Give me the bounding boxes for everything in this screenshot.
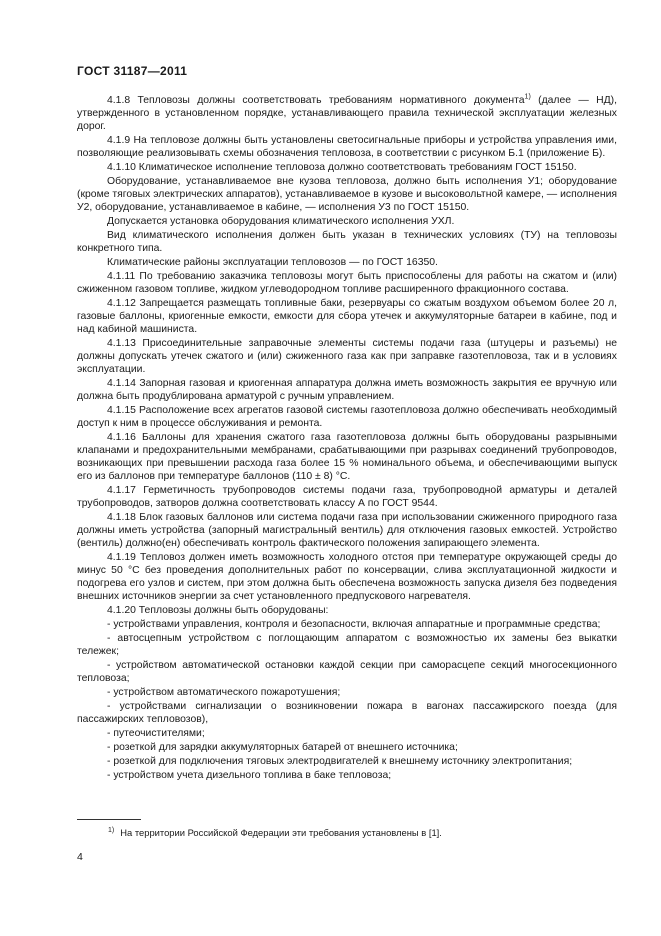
list-item <box>77 769 617 782</box>
paragraph-text: 4.1.18 Блок газовых баллонов или система подачи газа при использовании сжиженного природного газа должны иметь устройства (запорный магистральный вентиль) для отключения газовых емкостей. Устройство (вентиль) должно(ен) обеспечивать контроль фактического положения запирающего элемента. <box>77 512 617 549</box>
paragraph-text: 4.1.13 Присоединительные заправочные элементы системы подачи газа (штуцеры и разъемы) не должны допускать утечек сжатого и (или) сжиженного газа как при заправке газотепловоза, так и в условиях эксплуатации. <box>77 338 617 375</box>
paragraph <box>77 604 617 617</box>
paragraph-text-tail: (далее — НД), утвержденного в установленном порядке, устанавливающего правила технической эксплуатации железных дорог. <box>77 95 617 132</box>
paragraph-text: - автосцепным устройством с поглощающим аппаратом с возможностью их замены без выкатки тележек; <box>77 633 617 657</box>
paragraph-text: 4.1.9 На тепловозе должны быть установлены светосигнальные приборы и устройства управления ими, позволяющие реализовывать схемы обозначения тепловоза, в соответствии с рисунком Б.1 (приложение Б). <box>77 135 617 159</box>
paragraph-text: Вид климатического исполнения должен быть указан в технических условиях (ТУ) на тепловозы конкретного типа. <box>77 230 617 254</box>
paragraph <box>77 337 617 376</box>
paragraph-text: 4.1.8 Тепловозы должны соответствовать требованиям нормативного документа <box>107 95 525 106</box>
footnote-reference: 1) <box>524 93 531 101</box>
list-item <box>77 700 617 726</box>
list-item <box>77 632 617 658</box>
paragraph <box>77 175 617 214</box>
list-item <box>77 618 617 631</box>
list-item <box>77 741 617 754</box>
paragraph <box>77 484 617 510</box>
footnote <box>108 827 442 838</box>
page-number: 4 <box>77 851 83 863</box>
standard-header: ГОСТ 31187—2011 <box>77 64 188 78</box>
paragraph <box>77 94 617 133</box>
paragraph-text: 4.1.10 Климатическое исполнение тепловоза должно соответствовать требованиям ГОСТ 15150. <box>107 162 577 173</box>
paragraph <box>77 551 617 603</box>
paragraph <box>77 377 617 403</box>
paragraph-text: - устройством автоматической остановки каждой секции при саморасцепе секций многосекционного тепловоза; <box>77 660 617 684</box>
footnote-text: На территории Российской Федерации эти требования установлены в [1]. <box>120 827 442 839</box>
paragraph <box>77 161 617 174</box>
paragraph <box>77 270 617 296</box>
paragraph-text: - устройством учета дизельного топлива в баке тепловоза; <box>107 770 392 781</box>
paragraph-text: - путеочистителями; <box>107 728 205 739</box>
paragraph-text: - розеткой для зарядки аккумуляторных батарей от внешнего источника; <box>107 742 458 753</box>
paragraph <box>77 134 617 160</box>
paragraph <box>77 511 617 550</box>
document-body <box>77 94 617 783</box>
list-item <box>77 755 617 768</box>
footnote-mark: 1) <box>108 827 115 834</box>
paragraph-text: Оборудование, устанавливаемое вне кузова тепловоза, должно быть исполнения У1; оборудование (кроме тяговых электрических аппаратов), устанавливаемое в кузове и высоковольтной камере, — исполнения У2, оборудование, устанавливаемое в кабине, — исполнения У3 по ГОСТ 15150. <box>77 176 617 213</box>
paragraph-text: Климатические районы эксплуатации тепловозов — по ГОСТ 16350. <box>107 257 438 268</box>
paragraph-text: 4.1.20 Тепловозы должны быть оборудованы: <box>107 605 329 616</box>
paragraph-text: 4.1.14 Запорная газовая и криогенная аппаратура должна иметь возможность закрытия ее вручную или должна быть продублирована арматурой с ручным управлением. <box>77 378 617 402</box>
paragraph <box>77 404 617 430</box>
paragraph-text: - устройствами управления, контроля и безопасности, включая аппаратные и программные средства; <box>107 619 601 630</box>
paragraph-text: 4.1.15 Расположение всех агрегатов газовой системы газотепловоза должно обеспечивать необходимый доступ к ним в процессе обслуживания и ремонта. <box>77 405 617 429</box>
paragraph-text: 4.1.19 Тепловоз должен иметь возможность холодного отстоя при температуре окружающей среды до минус 50 °С без проведения дополнительных работ по консервации, слива эксплуатационной жидкости и подогрева его узлов и систем, при этом должна быть обеспечена возможность запуска дизеля без подведения внешних источников энергии за счет установленного предпускового нагревателя. <box>77 552 617 602</box>
list-item <box>77 686 617 699</box>
paragraph-text: Допускается установка оборудования климатического исполнения УХЛ. <box>107 216 455 227</box>
paragraph-text: 4.1.17 Герметичность трубопроводов системы подачи газа, трубопроводной арматуры и деталей трубопроводов, затворов должна соответствовать классу А по ГОСТ 9544. <box>77 485 617 509</box>
footnote-separator <box>77 819 141 820</box>
paragraph <box>77 229 617 255</box>
paragraph <box>77 215 617 228</box>
paragraph-text: 4.1.16 Баллоны для хранения сжатого газа газотепловоза должны быть оборудованы разрывными клапанами и предохранительными мембранами, срабатывающими при разрывах соединений трубопроводов, возникающих при превышении расхода газа более 15 % номинального объема, и обеспечивающими выпуск его из баллонов при температуре баллонов (110 ± 8) °С. <box>77 432 617 482</box>
paragraph <box>77 431 617 483</box>
paragraph-text: - розеткой для подключения тяговых электродвигателей к внешнему источнику электропитания; <box>107 756 573 767</box>
list-item <box>77 727 617 740</box>
paragraph <box>77 256 617 269</box>
paragraph-text: - устройствами сигнализации о возникновении пожара в вагонах пассажирского поезда (для пассажирских тепловозов), <box>77 701 617 725</box>
paragraph-text: 4.1.12 Запрещается размещать топливные баки, резервуары со сжатым воздухом объемом более 20 л, газовые баллоны, криогенные емкости, емкости для сбора утечек и аккумуляторные батареи в кабине, под и над кабиной машиниста. <box>77 298 617 335</box>
list-item <box>77 659 617 685</box>
paragraph-text: 4.1.11 По требованию заказчика тепловозы могут быть приспособлены для работы на сжатом и (или) сжиженном газовом топливе, жидком углеводородном топливе расширенного фракционного состава. <box>77 271 617 295</box>
paragraph-text: - устройством автоматического пожаротушения; <box>107 687 341 698</box>
paragraph <box>77 297 617 336</box>
